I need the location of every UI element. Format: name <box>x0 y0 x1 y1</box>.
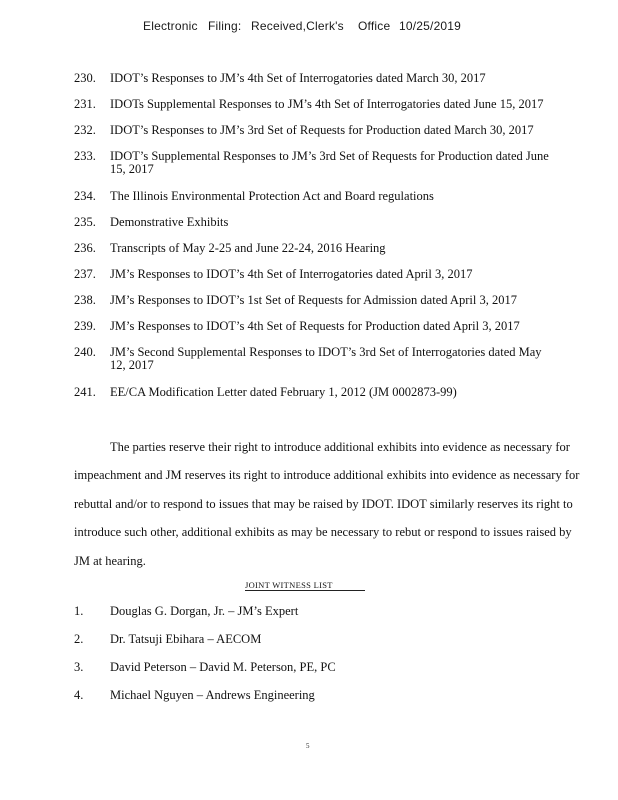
exhibit-number: 231. <box>74 97 96 111</box>
exhibit-text: The Illinois Environmental Protection Act and Board regulations <box>110 189 434 203</box>
exhibit-text: JM’s Responses to IDOT’s 1st Set of Requests for Admission dated April 3, 2017 <box>110 293 517 307</box>
witness-number: 3. <box>74 660 84 674</box>
exhibit-text: JM’s Second Supplemental Responses to IDOT’s 3rd Set of Interrogatories dated May 12, 2017 <box>110 345 542 372</box>
exhibit-text: JM’s Responses to IDOT’s 4th Set of Requests for Production dated April 3, 2017 <box>110 319 520 333</box>
witness-number: 1. <box>74 604 84 618</box>
exhibit-text: EE/CA Modification Letter dated February 1, 2012 (JM 0002873-99) <box>110 385 457 399</box>
witness-name: David Peterson – David M. Peterson, PE, PC <box>110 660 336 674</box>
exhibit-number: 238. <box>74 293 96 307</box>
exhibit-number: 236. <box>74 241 96 255</box>
exhibit-number: 237. <box>74 267 96 281</box>
witness-name: Dr. Tatsuji Ebihara – AECOM <box>110 632 262 646</box>
header-office: Office <box>358 19 391 33</box>
exhibit-number: 239. <box>74 319 96 333</box>
joint-witness-list-heading: JOINT WITNESS LIST <box>245 580 365 591</box>
exhibit-number: 234. <box>74 189 96 203</box>
header-filing: Filing: <box>208 19 242 33</box>
exhibit-number: 241. <box>74 385 96 399</box>
witness-number: 4. <box>74 688 84 702</box>
witness-number: 2. <box>74 632 84 646</box>
exhibit-text: JM’s Responses to IDOT’s 4th Set of Interrogatories dated April 3, 2017 <box>110 267 473 281</box>
page-number: 5 <box>306 742 310 750</box>
witness-name: Douglas G. Dorgan, Jr. – JM’s Expert <box>110 604 299 618</box>
witness-name: Michael Nguyen – Andrews Engineering <box>110 688 315 702</box>
exhibit-text: IDOT’s Responses to JM’s 3rd Set of Requests for Production dated March 30, 2017 <box>110 123 534 137</box>
exhibit-text: IDOT’s Supplemental Responses to JM’s 3rd Set of Requests for Production dated June 15, 2017 <box>110 149 549 176</box>
exhibit-number: 235. <box>74 215 96 229</box>
header-electronic: Electronic <box>143 19 198 33</box>
exhibit-text: IDOTs Supplemental Responses to JM’s 4th Set of Interrogatories dated June 15, 2017 <box>110 97 544 111</box>
exhibit-text: Transcripts of May 2-25 and June 22-24, 2016 Hearing <box>110 241 386 255</box>
exhibit-number: 230. <box>74 71 96 85</box>
exhibit-text: Demonstrative Exhibits <box>110 215 229 229</box>
header-date: 10/25/2019 <box>399 19 462 33</box>
exhibit-text: IDOT’s Responses to JM’s 4th Set of Interrogatories dated March 30, 2017 <box>110 71 486 85</box>
header-received-clerks: Received,Clerk's <box>251 19 344 33</box>
exhibit-number: 232. <box>74 123 96 137</box>
reservation-paragraph: The parties reserve their right to introduce additional exhibits into evidence as necessary for impeachment and JM reserves its right to introduce additional exhibits into evidence as necessary for rebuttal and/or to respond to issues that may be raised by IDOT. IDOT similarly reserves its right to introduce such other, additional exhibits as may be necessary to rebut or respond to issues raised by JM at hearing. <box>74 440 580 568</box>
exhibit-number: 240. <box>74 345 96 359</box>
exhibit-number: 233. <box>74 149 96 163</box>
